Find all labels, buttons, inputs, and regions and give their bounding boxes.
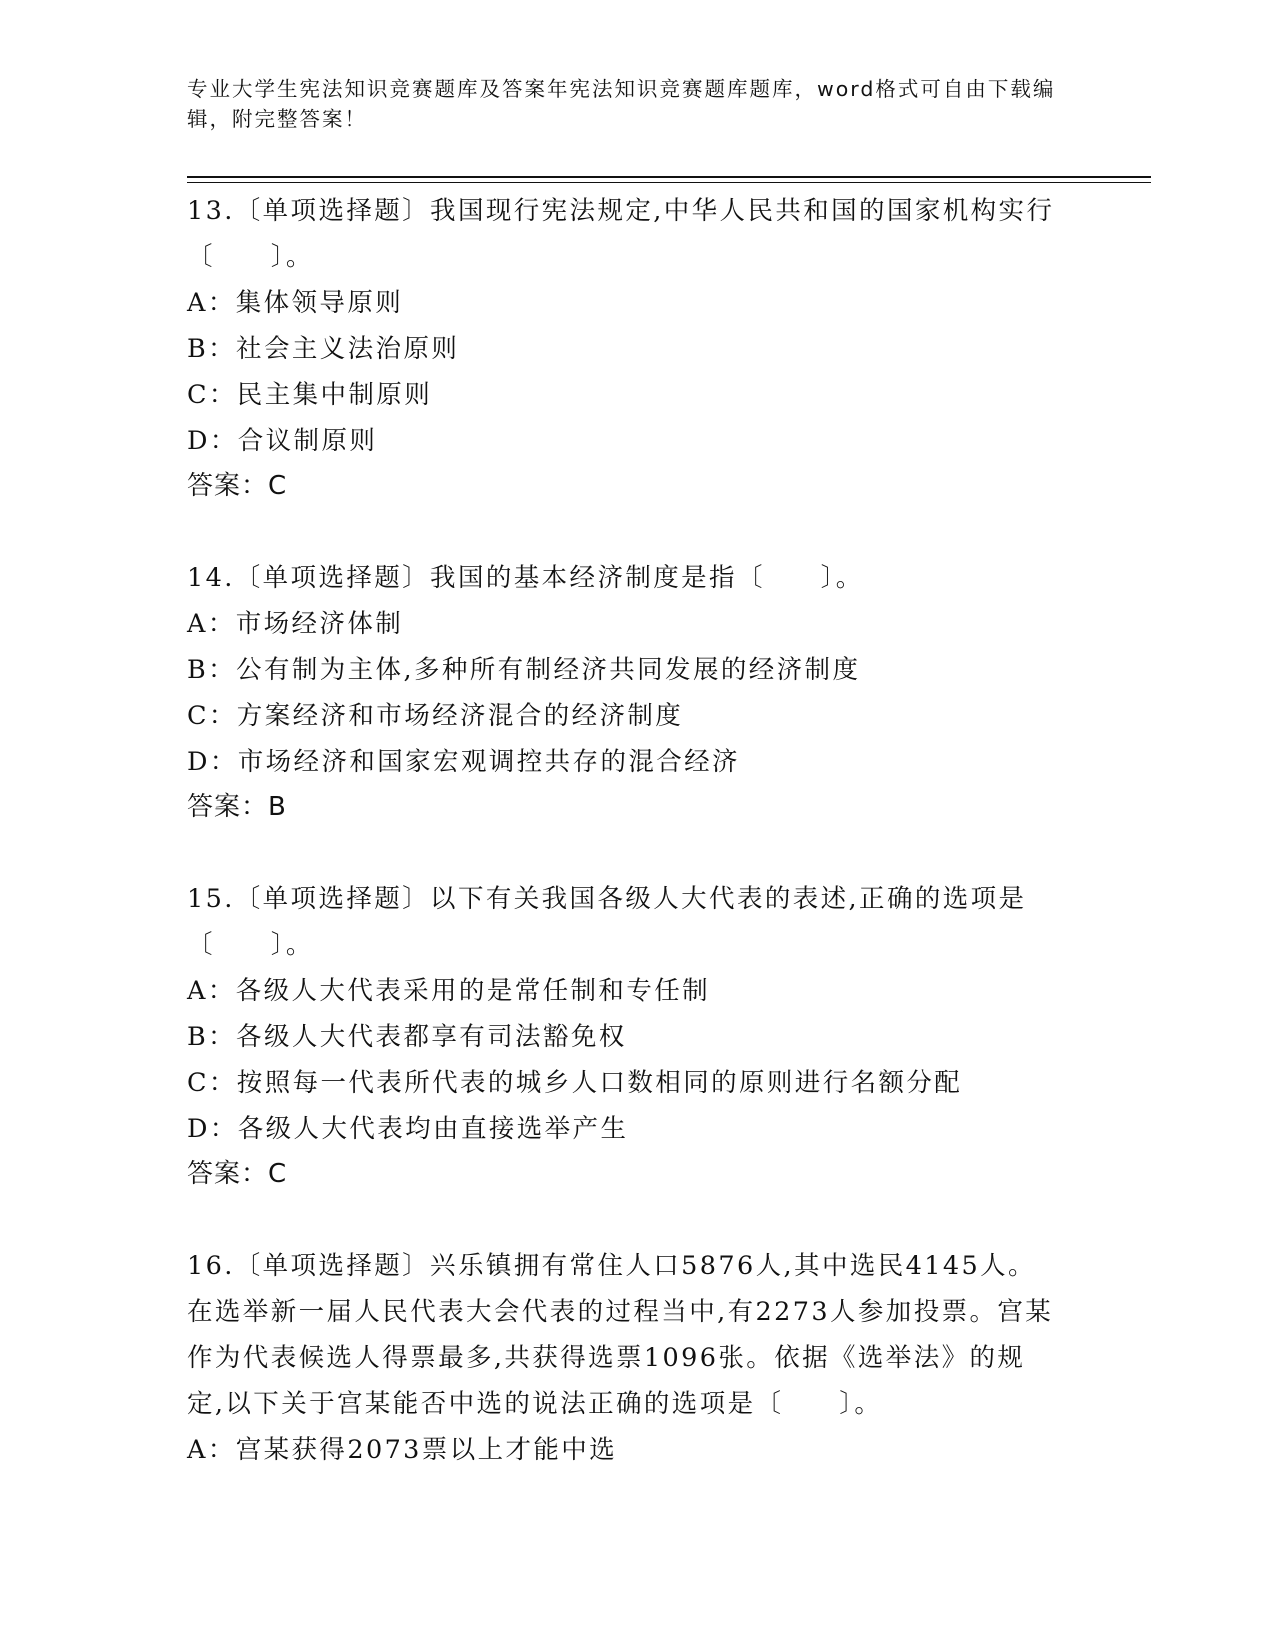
- option-d: D：合议制原则: [187, 426, 378, 456]
- question-15: [187, 876, 1057, 1197]
- option-a: A：市场经济体制: [187, 609, 404, 639]
- option-a: A：各级人大代表采用的是常任制和专任制: [187, 976, 711, 1006]
- question-list: [187, 188, 1057, 1473]
- option-d: D：各级人大代表均由直接选举产生: [187, 1114, 629, 1144]
- question-16: [187, 1243, 1057, 1473]
- option-b: B：各级人大代表都享有司法豁免权: [187, 1022, 627, 1052]
- answer: 答案：B: [187, 792, 287, 822]
- option-c: C：方案经济和市场经济混合的经济制度: [187, 701, 684, 731]
- option-d: D：市场经济和国家宏观调控共存的混合经济: [187, 747, 740, 777]
- question-13: [187, 188, 1057, 509]
- option-a: A：集体领导原则: [187, 288, 404, 318]
- question-14: [187, 555, 1057, 830]
- document-header: 专业大学生宪法知识竞赛题库及答案年宪法知识竞赛题库题库，word格式可自由下载编辑，附完整答案！: [187, 77, 1056, 131]
- header-rule-thin: [187, 182, 1151, 183]
- answer: 答案：C: [187, 1159, 288, 1189]
- question-stem: 15.〔单项选择题〕以下有关我国各级人大代表的表述,正确的选项是〔 〕。: [187, 884, 1027, 960]
- question-stem: 14.〔单项选择题〕我国的基本经济制度是指〔 〕。: [187, 563, 864, 593]
- option-b: B：公有制为主体,多种所有制经济共同发展的经济制度: [187, 655, 861, 685]
- option-c: C：按照每一代表所代表的城乡人口数相同的原则进行名额分配: [187, 1068, 963, 1098]
- question-stem: 13.〔单项选择题〕我国现行宪法规定,中华人民共和国的国家机构实行〔 〕。: [187, 196, 1055, 272]
- option-b: B：社会主义法治原则: [187, 334, 460, 364]
- answer: 答案：C: [187, 471, 288, 501]
- question-stem: 16.〔单项选择题〕兴乐镇拥有常住人口5876人,其中选民4145人。在选举新一届人民代表大会代表的过程当中,有2273人参加投票。宫某作为代表候选人得票最多,共获得选票1096张。依据《选举法》的规定,以下关于宫某能否中选的说法正确的选项是〔 〕。: [187, 1251, 1054, 1419]
- option-c: C：民主集中制原则: [187, 380, 433, 410]
- option-a: A：宫某获得2073票以上才能中选: [187, 1435, 618, 1465]
- header-rule-thick: [187, 176, 1151, 178]
